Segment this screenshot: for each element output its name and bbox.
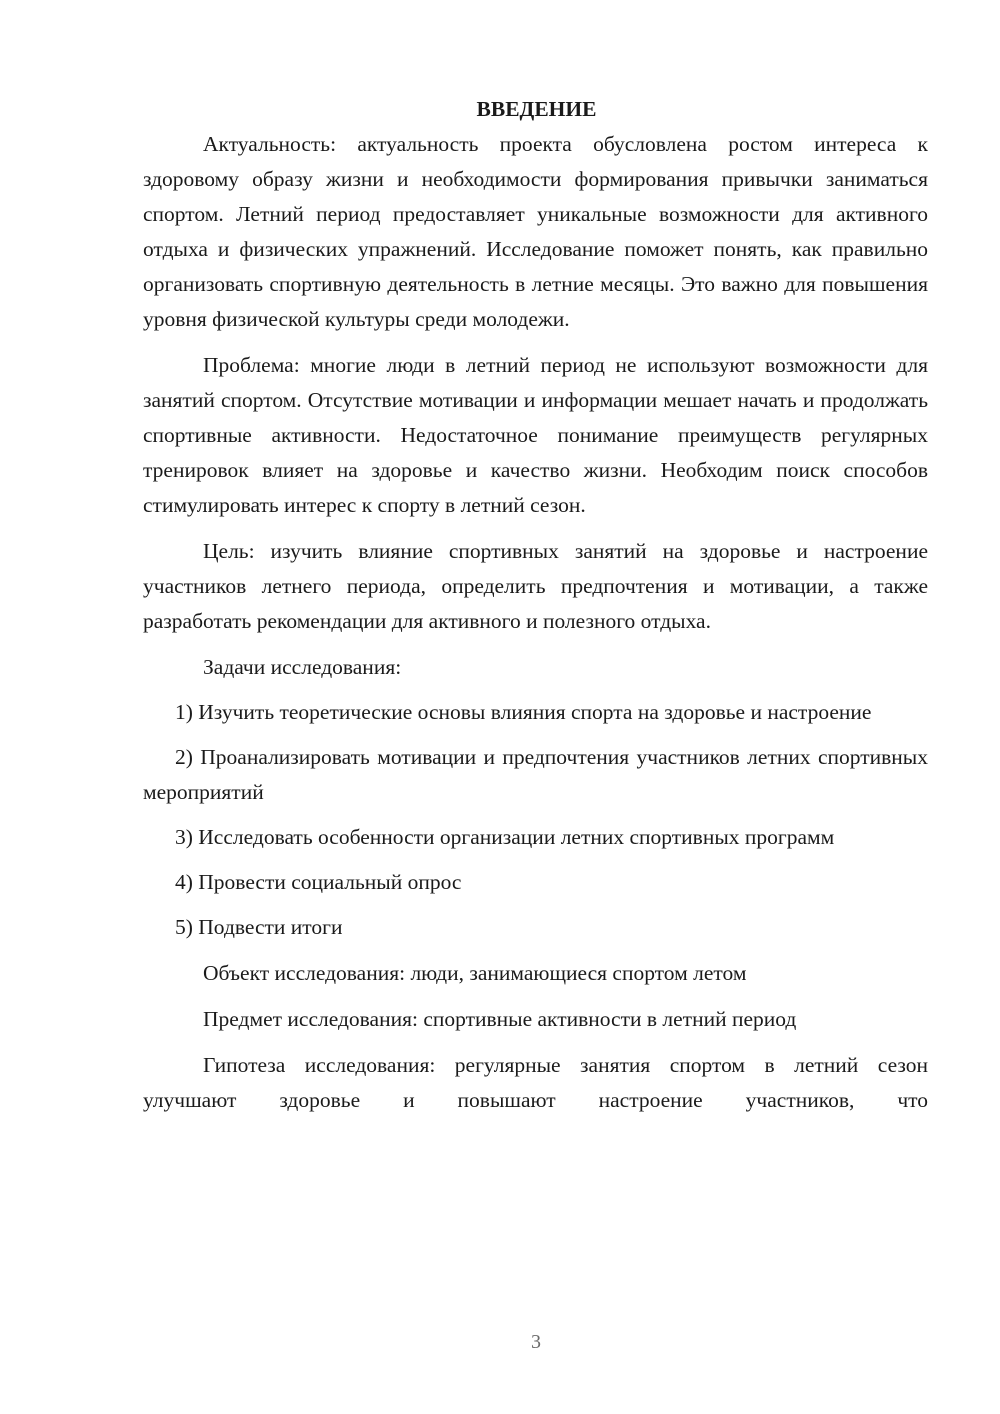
task-item: 2) Проанализировать мотивации и предпочтения участников летних спортивных мероприятий	[143, 745, 928, 804]
object-paragraph: Объект исследования: люди, занимающиеся спортом летом	[203, 961, 747, 985]
subject-paragraph: Предмет исследования: спортивные активности в летний период	[203, 1007, 797, 1031]
task-item: 3) Исследовать особенности организации летних спортивных программ	[175, 825, 835, 849]
page-title: ВВЕДЕНИЕ	[476, 97, 597, 121]
problem-paragraph: Проблема: многие люди в летний период не используют возможности для занятий спортом. Отсутствие мотивации и информации мешает начать и продолжать спортивные активности. Недостаточное понимание преимуществ регулярных тренировок влияет на здоровье и качество жизни. Необходим поиск способов стимулировать интерес к спорту в летний сезон.	[143, 353, 928, 517]
relevance-paragraph: Актуальность: актуальность проекта обусловлена ростом интереса к здоровому образу жизни и необходимости формирования привычки заниматься спортом. Летний период предоставляет уникальные возможности для активного отдыха и физических упражнений. Исследование поможет понять, как правильно организовать спортивную деятельность в летние месяцы. Это важно для повышения уровня физической культуры среди молодежи.	[143, 132, 928, 331]
tasks-heading: Задачи исследования:	[203, 655, 402, 679]
goal-paragraph: Цель: изучить влияние спортивных занятий на здоровье и настроение участников летнего периода, определить предпочтения и мотивации, а также разработать рекомендации для активного и полезного отдыха.	[143, 539, 928, 633]
page-number: 3	[531, 1331, 541, 1353]
task-item: 1) Изучить теоретические основы влияния спорта на здоровье и настроение	[175, 700, 872, 724]
document-page	[143, 92, 928, 1118]
task-item: 4) Провести социальный опрос	[175, 870, 462, 894]
hypothesis-paragraph: Гипотеза исследования: регулярные занятия спортом в летний сезон улучшают здоровье и повышают настроение участников, что	[143, 1053, 928, 1112]
task-item: 5) Подвести итоги	[175, 915, 343, 939]
